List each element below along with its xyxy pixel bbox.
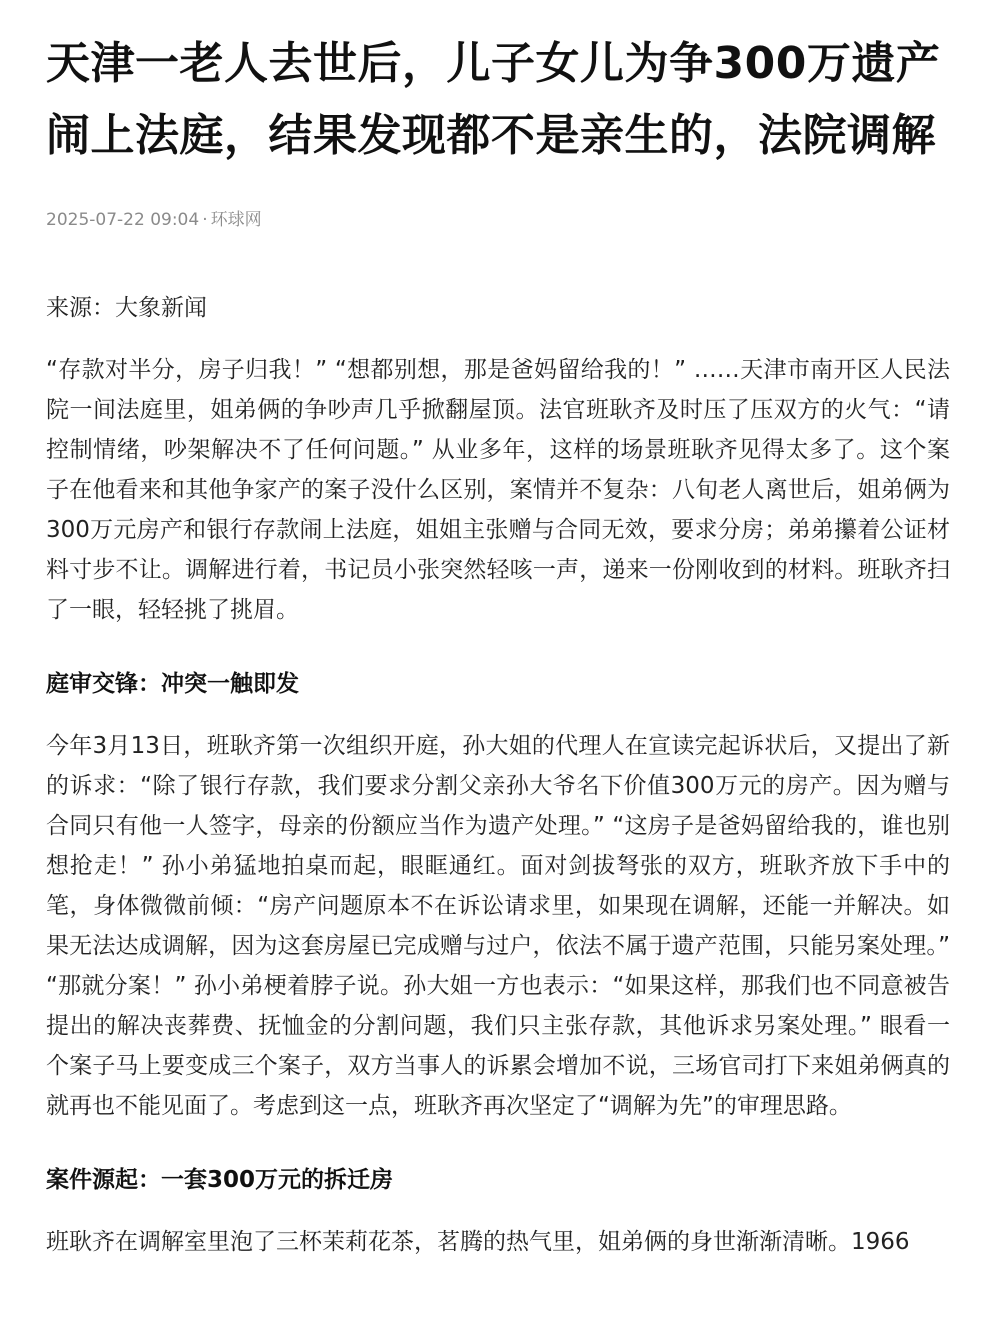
article [46,0,950,1285]
article-title: 天津一老人去世后，儿子女儿为争300万遗产闹上法庭，结果发现都不是亲生的，法院调解 [46,38,941,161]
article-paragraph: 班耿齐在调解室里泡了三杯茉莉花茶，茗腾的热气里，姐弟俩的身世渐渐清晰。1966 [46,1229,910,1255]
outlet-name[interactable]: 环球网 [210,210,262,230]
section-heading: 案件源起：一套300万元的拆迁房 [46,1167,394,1193]
article-paragraph: “存款对半分，房子归我！” “想都别想，那是爸妈留给我的！” ……天津市南开区人民法院一间法庭里，姐弟俩的争吵声几乎掀翻屋顶。法官班耿齐及时压了压双方的火气：“请控制情绪，吵架解决不了任何问题。” 从业多年，这样的场景班耿齐见得太多了。这个案子在他看来和其他争家产的案子没什么区别，案情并不复杂：八旬老人离世后，姐弟俩为300万元房产和银行存款闹上法庭，姐姐主张赠与合同无效，要求分房；弟弟攥着公证材料寸步不让。调解进行着，书记员小张突然轻咳一声，递来一份刚收到的材料。班耿齐扫了一眼，轻轻挑了挑眉。 [46,357,950,623]
section-heading: 庭审交锋：冲突一触即发 [46,671,299,697]
publish-datetime: 2025-07-22 09:04 [46,210,200,230]
article-paragraph: 今年3月13日，班耿齐第一次组织开庭，孙大姐的代理人在宣读完起诉状后，又提出了新的诉求：“除了银行存款，我们要求分割父亲孙大爷名下价值300万元的房产。因为赠与合同只有他一人签字，母亲的份额应当作为遗产处理。” “这房子是爸妈留给我的，谁也别想抢走！” 孙小弟猛地拍桌而起，眼眶通红。面对剑拔弩张的双方，班耿齐放下手中的笔，身体微微前倾：“房产问题原本不在诉讼请求里，如果现在调解，还能一并解决。如果无法达成调解，因为这套房屋已完成赠与过户，依法不属于遗产范围，只能另案处理。” “那就分案！” 孙小弟梗着脖子说。孙大姐一方也表示：“如果这样，那我们也不同意被告提出的解决丧葬费、抚恤金的分割问题，我们只主张存款，其他诉求另案处理。” 眼看一个案子马上要变成三个案子，双方当事人的诉累会增加不说，三场官司打下来姐弟俩真的就再也不能见面了。考虑到这一点，班耿齐再次坚定了“调解为先”的审理思路。 [46,733,950,1119]
article-meta [46,208,950,232]
source-line: 来源：大象新闻 [46,295,207,321]
meta-separator: · [202,210,208,230]
